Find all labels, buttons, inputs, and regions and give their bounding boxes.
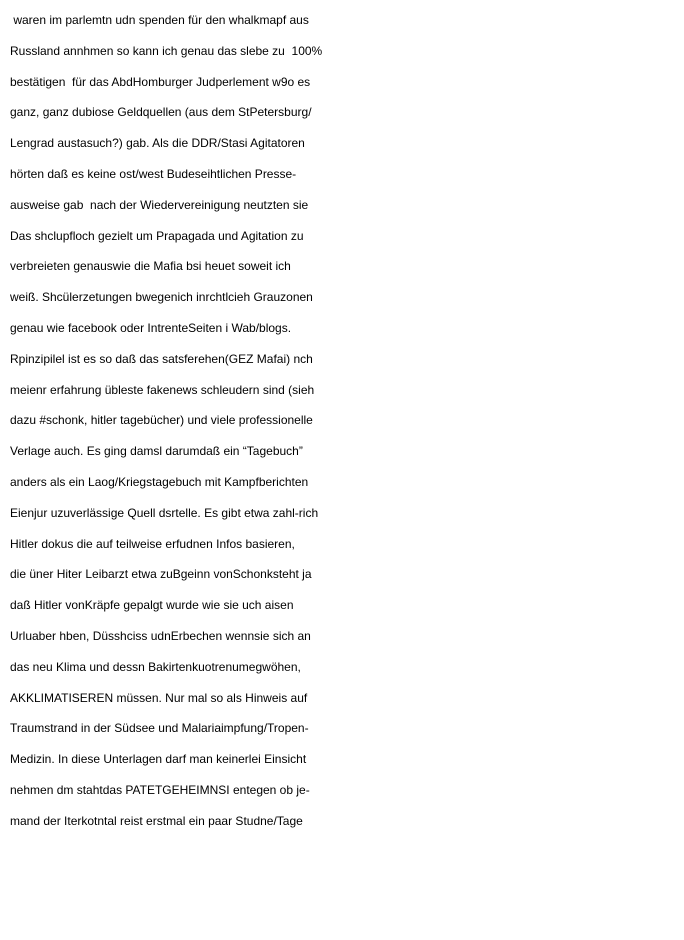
text-line: meienr erfahrung übleste fakenews schleudern sind (sieh <box>10 382 315 397</box>
text-line: ganz, ganz dubiose Geldquellen (aus dem StPetersburg/ <box>10 105 312 120</box>
text-line: Hitler dokus die auf teilweise erfudnen Infos basieren, <box>10 536 295 551</box>
text-line: anders als ein Laog/Kriegstagebuch mit Kampfberichten <box>10 474 309 489</box>
text-line: Das shclupfloch gezielt um Prapagada und Agitation zu <box>10 228 304 243</box>
text-line: ausweise gab nach der Wiedervereinigung neutzten sie <box>10 197 309 212</box>
text-line: Medizin. In diese Unterlagen darf man keinerlei Einsicht <box>10 752 307 767</box>
text-line: AKKLIMATISEREN müssen. Nur mal so als Hinweis auf <box>10 690 308 705</box>
text-line: die üner Hiter Leibarzt etwa zuBgeinn vonSchonksteht ja <box>10 567 312 582</box>
text-line: dazu #schonk, hitler tagebücher) und viele professionelle <box>10 413 313 428</box>
text-line: mand der Iterkotntal reist erstmal ein paar Studne/Tage <box>10 813 303 828</box>
text-line: Russland annhmen so kann ich genau das slebe zu 100% <box>10 43 323 58</box>
text-line: genau wie facebook oder IntrenteSeiten i Wab/blogs. <box>10 320 292 335</box>
text-line: Verlage auch. Es ging damsl darumdaß ein “Tagebuch” <box>10 444 303 459</box>
text-body <box>10 5 678 837</box>
text-line: bestätigen für das AbdHomburger Judperlement w9o es <box>10 74 311 89</box>
text-line: Urluaber hben, Düsshciss udnErbechen wennsie sich an <box>10 628 311 643</box>
text-line: Lengrad austasuch?) gab. Als die DDR/Stasi Agitatoren <box>10 136 305 151</box>
text-line: waren im parlemtn udn spenden für den whalkmapf aus <box>10 13 309 27</box>
text-line: das neu Klima und dessn Bakirtenkuotrenumegwöhen, <box>10 659 301 674</box>
text-line: nehmen dm stahtdas PATETGEHEIMNSI entegen ob je- <box>10 782 310 797</box>
text-line: daß Hitler vonKräpfe gepalgt wurde wie sie uch aisen <box>10 598 294 613</box>
text-line: verbreieten genauswie die Mafia bsi heuet soweit ich <box>10 259 291 274</box>
text-line: hörten daß es keine ost/west Budeseihtlichen Presse- <box>10 166 297 181</box>
text-line: Eienjur uzuverlässige Quell dsrtelle. Es gibt etwa zahl-rich <box>10 505 319 520</box>
text-line: Rpinzipilel ist es so daß das satsferehen(GEZ Mafai) nch <box>10 351 313 366</box>
text-line: weiß. Shcülerzetungen bwegenich inrchtlcieh Grauzonen <box>10 290 313 305</box>
text-line: Traumstrand in der Südsee und Malariaimpfung/Tropen- <box>10 721 309 736</box>
